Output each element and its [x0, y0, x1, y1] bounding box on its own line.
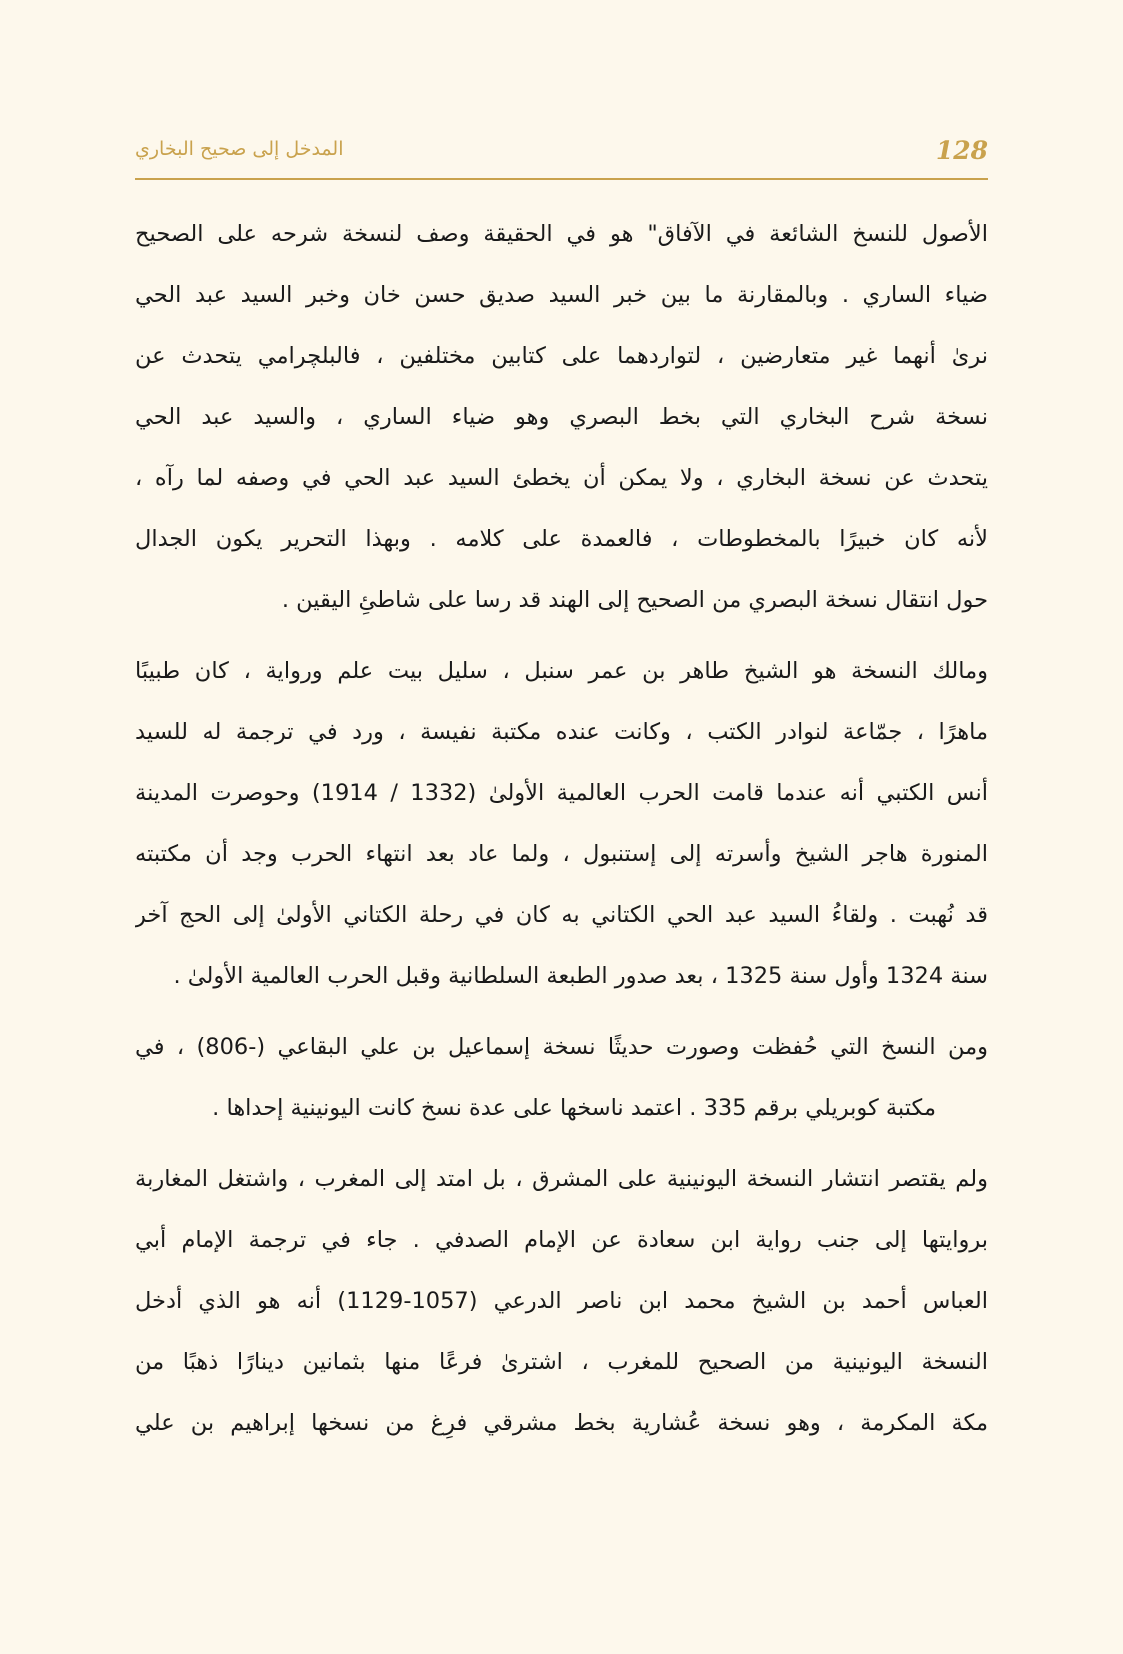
running-title: المدخل إلى صحيح البخاري: [135, 138, 344, 160]
text-line: المنورة هاجر الشيخ وأسرته إلى إستنبول ، ولما عاد بعد انتهاء الحرب وجد أن مكتبته: [135, 841, 988, 867]
text-line: مكة المكرمة ، وهو نسخة عُشارية بخط مشرقي فرِغ من نسخها إبراهيم بن علي: [135, 1410, 988, 1436]
paragraph: [135, 641, 988, 1007]
text-line: ماهرًا ، جمّاعة لنوادر الكتب ، وكانت عنده مكتبة نفيسة ، ورد في ترجمة له للسيد: [135, 719, 988, 745]
text-line: قد نُهبت . ولقاءُ السيد عبد الحي الكتاني به كان في رحلة الكتاني الأولىٰ إلى الحج آخر: [135, 902, 988, 928]
body-text: [135, 204, 988, 1454]
text-line: يتحدث عن نسخة البخاري ، ولا يمكن أن يخطئ السيد عبد الحي في وصفه لما رآه ،: [135, 465, 988, 491]
text-line: ومالك النسخة هو الشيخ طاهر بن عمر سنبل ، سليل بيت علم ورواية ، كان طبيبًا: [135, 658, 988, 684]
paragraph: [135, 204, 988, 631]
text-line: الأصول للنسخ الشائعة في الآفاق" هو في الحقيقة وصف لنسخة شرحه على الصحيح: [135, 221, 988, 247]
text-line: سنة 1324 وأول سنة 1325 ، بعد صدور الطبعة السلطانية وقبل الحرب العالمية الأولىٰ .: [173, 963, 988, 989]
text-line: نرىٰ أنهما غير متعارضين ، لتواردهما على كتابين مختلفين ، فالبلچرامي يتحدث عن: [135, 343, 988, 369]
page-number: 128: [935, 136, 988, 165]
text-line: ضياء الساري . وبالمقارنة ما بين خبر السيد صديق حسن خان وخبر السيد عبد الحي: [135, 282, 988, 308]
text-line: نسخة شرح البخاري التي بخط البصري وهو ضياء الساري ، والسيد عبد الحي: [135, 404, 988, 430]
header-rule: [135, 178, 988, 180]
text-line: العباس أحمد بن الشيخ محمد ابن ناصر الدرعي (1057-1129) أنه هو الذي أدخل: [135, 1288, 988, 1314]
text-line: حول انتقال نسخة البصري من الصحيح إلى الهند قد رسا على شاطئِ اليقين .: [281, 587, 988, 613]
text-line: لأنه كان خبيرًا بالمخطوطات ، فالعمدة على كلامه . وبهذا التحرير يكون الجدال: [135, 526, 988, 552]
text-line: النسخة اليونينية من الصحيح للمغرب ، اشترىٰ فرعًا منها بثمانين دينارًا ذهبًا من: [135, 1349, 988, 1375]
page-header: [135, 132, 988, 176]
text-line: مكتبة كوبريلي برقم 335 . اعتمد ناسخها على عدة نسخ كانت اليونينية إحداها .: [212, 1095, 936, 1121]
paragraph: [135, 1017, 988, 1139]
text-line: ولم يقتصر انتشار النسخة اليونينية على المشرق ، بل امتد إلى المغرب ، واشتغل المغاربة: [135, 1166, 988, 1192]
paragraph: [135, 1149, 988, 1454]
text-line: ومن النسخ التي حُفظت وصورت حديثًا نسخة إسماعيل بن علي البقاعي (-806) ، في: [135, 1034, 988, 1060]
text-line: أنس الكتبي أنه عندما قامت الحرب العالمية الأولىٰ (1332 / 1914) وحوصرت المدينة: [135, 780, 988, 806]
text-line: بروايتها إلى جنب رواية ابن سعادة عن الإمام الصدفي . جاء في ترجمة الإمام أبي: [135, 1227, 988, 1253]
